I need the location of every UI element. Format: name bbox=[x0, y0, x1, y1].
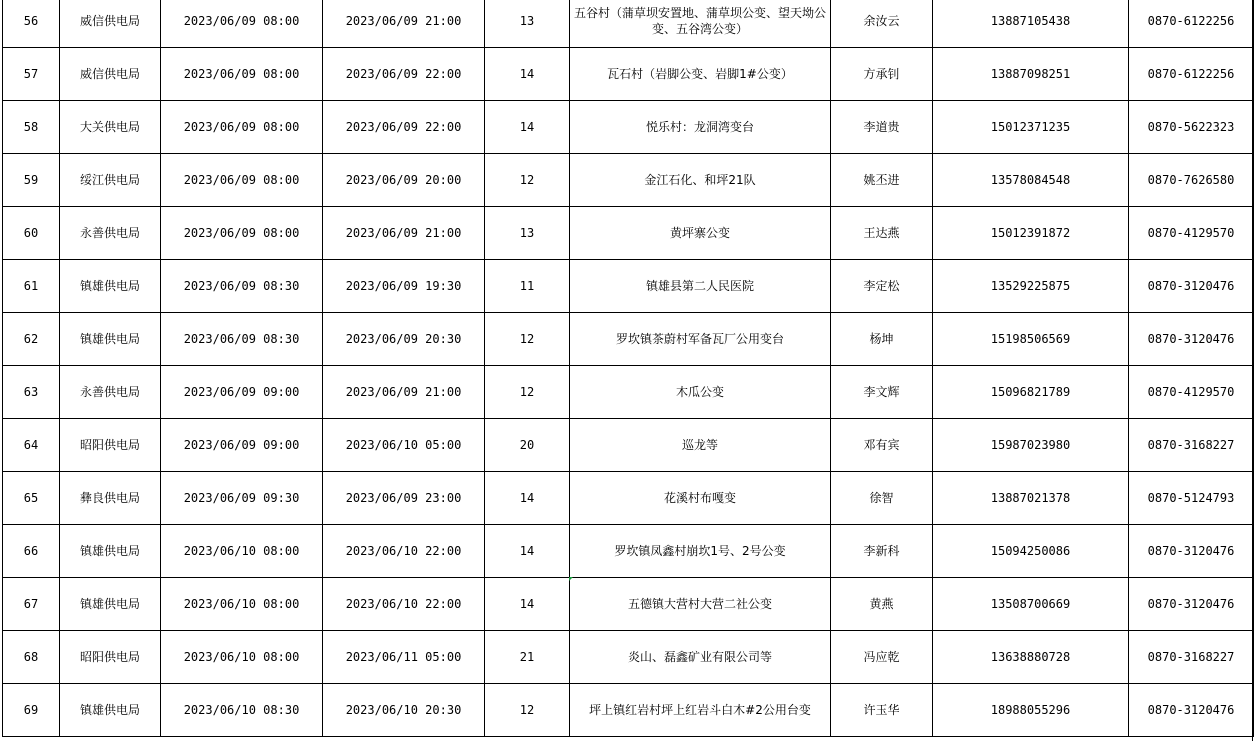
cell-power-bureau[interactable]: 镇雄供电局 bbox=[60, 684, 161, 737]
cell-duration-hours[interactable]: 12 bbox=[485, 154, 570, 207]
cell-row-number[interactable]: 67 bbox=[3, 578, 60, 631]
cell-contact-person[interactable]: 李道贵 bbox=[831, 101, 933, 154]
cell-end-time[interactable]: 2023/06/09 22:00 bbox=[323, 101, 485, 154]
cell-contact-person[interactable]: 黄燕 bbox=[831, 578, 933, 631]
cell-end-time[interactable]: 2023/06/09 23:00 bbox=[323, 472, 485, 525]
cell-row-number[interactable]: 59 bbox=[3, 154, 60, 207]
cell-duration-hours[interactable]: 14 bbox=[485, 472, 570, 525]
cell-mobile-number[interactable]: 13578084548 bbox=[933, 154, 1129, 207]
cell-power-bureau[interactable]: 镇雄供电局 bbox=[60, 578, 161, 631]
cell-end-time[interactable]: 2023/06/09 20:00 bbox=[323, 154, 485, 207]
cell-start-time[interactable]: 2023/06/10 08:00 bbox=[161, 631, 323, 684]
cell-office-phone[interactable]: 0870-6122256 bbox=[1129, 0, 1254, 48]
cell-duration-hours[interactable]: 20 bbox=[485, 419, 570, 472]
cell-row-number[interactable]: 68 bbox=[3, 631, 60, 684]
cell-mobile-number[interactable]: 13508700669 bbox=[933, 578, 1129, 631]
cell-mobile-number[interactable]: 18988055296 bbox=[933, 684, 1129, 737]
cell-outage-area[interactable]: 巡龙等 bbox=[570, 419, 831, 472]
cell-power-bureau[interactable]: 永善供电局 bbox=[60, 207, 161, 260]
cell-start-time[interactable]: 2023/06/09 08:30 bbox=[161, 313, 323, 366]
cell-contact-person[interactable]: 李新科 bbox=[831, 525, 933, 578]
cell-mobile-number[interactable]: 13887021378 bbox=[933, 472, 1129, 525]
cell-row-number[interactable]: 64 bbox=[3, 419, 60, 472]
cell-power-bureau[interactable]: 镇雄供电局 bbox=[60, 525, 161, 578]
cell-mobile-number[interactable]: 15987023980 bbox=[933, 419, 1129, 472]
cell-office-phone[interactable]: 0870-5124793 bbox=[1129, 472, 1254, 525]
cell-start-time[interactable]: 2023/06/10 08:00 bbox=[161, 525, 323, 578]
table-row bbox=[3, 631, 1254, 684]
cell-end-time[interactable]: 2023/06/09 21:00 bbox=[323, 366, 485, 419]
cell-power-bureau[interactable]: 威信供电局 bbox=[60, 0, 161, 48]
table-row bbox=[3, 419, 1254, 472]
cell-start-time[interactable]: 2023/06/09 09:30 bbox=[161, 472, 323, 525]
cell-contact-person[interactable]: 邓有宾 bbox=[831, 419, 933, 472]
cell-end-time[interactable]: 2023/06/10 20:30 bbox=[323, 684, 485, 737]
cell-end-time[interactable]: 2023/06/11 05:00 bbox=[323, 631, 485, 684]
cell-duration-hours[interactable]: 14 bbox=[485, 525, 570, 578]
cell-start-time[interactable]: 2023/06/09 08:00 bbox=[161, 48, 323, 101]
cell-power-bureau[interactable]: 威信供电局 bbox=[60, 48, 161, 101]
cell-end-time[interactable]: 2023/06/10 22:00 bbox=[323, 525, 485, 578]
cell-start-time[interactable]: 2023/06/09 09:00 bbox=[161, 366, 323, 419]
cell-row-number[interactable]: 63 bbox=[3, 366, 60, 419]
cell-duration-hours[interactable]: 14 bbox=[485, 578, 570, 631]
cell-duration-hours[interactable]: 12 bbox=[485, 313, 570, 366]
cell-end-time[interactable]: 2023/06/09 22:00 bbox=[323, 48, 485, 101]
table-row bbox=[3, 48, 1254, 101]
cell-power-bureau[interactable]: 彝良供电局 bbox=[60, 472, 161, 525]
cell-power-bureau[interactable]: 昭阳供电局 bbox=[60, 419, 161, 472]
cell-outage-area[interactable]: 炎山、磊鑫矿业有限公司等 bbox=[570, 631, 831, 684]
cell-outage-area[interactable]: 五德镇大营村大营二社公变 bbox=[570, 578, 831, 631]
cell-end-time[interactable]: 2023/06/09 21:00 bbox=[323, 0, 485, 48]
cell-duration-hours[interactable]: 14 bbox=[485, 101, 570, 154]
cell-outage-area[interactable]: 花溪村布嘎变 bbox=[570, 472, 831, 525]
cell-mobile-number[interactable]: 15012371235 bbox=[933, 101, 1129, 154]
cell-start-time[interactable]: 2023/06/09 08:00 bbox=[161, 207, 323, 260]
table-row bbox=[3, 684, 1254, 737]
cell-start-time[interactable]: 2023/06/10 08:00 bbox=[161, 578, 323, 631]
cell-duration-hours[interactable]: 14 bbox=[485, 48, 570, 101]
cell-row-number[interactable]: 60 bbox=[3, 207, 60, 260]
cell-office-phone[interactable]: 0870-6122256 bbox=[1129, 48, 1254, 101]
table-row bbox=[3, 260, 1254, 313]
table-row bbox=[3, 207, 1254, 260]
table-row bbox=[3, 0, 1254, 48]
cell-outage-area[interactable]: 瓦石村（岩脚公变、岩脚1#公变） bbox=[570, 48, 831, 101]
cell-end-time[interactable]: 2023/06/10 05:00 bbox=[323, 419, 485, 472]
cell-office-phone[interactable]: 0870-5622323 bbox=[1129, 101, 1254, 154]
cell-power-bureau[interactable]: 绥江供电局 bbox=[60, 154, 161, 207]
cell-contact-person[interactable]: 方承钊 bbox=[831, 48, 933, 101]
cell-duration-hours[interactable]: 11 bbox=[485, 260, 570, 313]
cell-contact-person[interactable]: 杨坤 bbox=[831, 313, 933, 366]
cell-power-bureau[interactable]: 昭阳供电局 bbox=[60, 631, 161, 684]
cell-outage-area[interactable]: 坪上镇红岩村坪上红岩斗白木#2公用台变 bbox=[570, 684, 831, 737]
cell-outage-area[interactable]: 五谷村（蒲草坝安置地、蒲草坝公变、望天坳公变、五谷湾公变） bbox=[570, 0, 831, 48]
cell-power-bureau[interactable]: 镇雄供电局 bbox=[60, 260, 161, 313]
cell-row-number[interactable]: 69 bbox=[3, 684, 60, 737]
cell-power-bureau[interactable]: 永善供电局 bbox=[60, 366, 161, 419]
cell-contact-person[interactable]: 余汝云 bbox=[831, 0, 933, 48]
cell-mobile-number[interactable]: 13529225875 bbox=[933, 260, 1129, 313]
cell-contact-person[interactable]: 姚丕进 bbox=[831, 154, 933, 207]
cell-mobile-number[interactable]: 13887105438 bbox=[933, 0, 1129, 48]
cell-contact-person[interactable]: 徐智 bbox=[831, 472, 933, 525]
cell-office-phone[interactable]: 0870-3120476 bbox=[1129, 578, 1254, 631]
cell-row-number[interactable]: 65 bbox=[3, 472, 60, 525]
cell-start-time[interactable]: 2023/06/09 08:00 bbox=[161, 154, 323, 207]
cell-start-time[interactable]: 2023/06/09 08:00 bbox=[161, 101, 323, 154]
cell-start-time[interactable]: 2023/06/09 09:00 bbox=[161, 419, 323, 472]
cell-comment-marker bbox=[569, 577, 573, 581]
table-row bbox=[3, 578, 1254, 631]
cell-start-time[interactable]: 2023/06/09 08:00 bbox=[161, 0, 323, 48]
column-border bbox=[1252, 0, 1253, 741]
cell-duration-hours[interactable]: 12 bbox=[485, 684, 570, 737]
table-row bbox=[3, 525, 1254, 578]
cell-row-number[interactable]: 57 bbox=[3, 48, 60, 101]
table-row bbox=[3, 366, 1254, 419]
cell-end-time[interactable]: 2023/06/10 22:00 bbox=[323, 578, 485, 631]
cell-outage-area[interactable]: 悦乐村：龙洞湾变台 bbox=[570, 101, 831, 154]
cell-outage-area[interactable]: 镇雄县第二人民医院 bbox=[570, 260, 831, 313]
cell-end-time[interactable]: 2023/06/09 21:00 bbox=[323, 207, 485, 260]
cell-office-phone[interactable]: 0870-7626580 bbox=[1129, 154, 1254, 207]
cell-row-number[interactable]: 58 bbox=[3, 101, 60, 154]
cell-office-phone[interactable]: 0870-3120476 bbox=[1129, 684, 1254, 737]
table-row bbox=[3, 472, 1254, 525]
cell-mobile-number[interactable]: 13887098251 bbox=[933, 48, 1129, 101]
cell-duration-hours[interactable]: 21 bbox=[485, 631, 570, 684]
cell-mobile-number[interactable]: 15198506569 bbox=[933, 313, 1129, 366]
cell-outage-area[interactable]: 金江石化、和坪21队 bbox=[570, 154, 831, 207]
cell-contact-person[interactable]: 冯应乾 bbox=[831, 631, 933, 684]
cell-mobile-number[interactable]: 15094250086 bbox=[933, 525, 1129, 578]
cell-office-phone[interactable]: 0870-4129570 bbox=[1129, 366, 1254, 419]
cell-office-phone[interactable]: 0870-3120476 bbox=[1129, 525, 1254, 578]
cell-duration-hours[interactable]: 12 bbox=[485, 366, 570, 419]
cell-duration-hours[interactable]: 13 bbox=[485, 0, 570, 48]
cell-outage-area[interactable]: 木瓜公变 bbox=[570, 366, 831, 419]
cell-row-number[interactable]: 62 bbox=[3, 313, 60, 366]
table-row bbox=[3, 154, 1254, 207]
cell-outage-area[interactable]: 罗坎镇茶蔚村军备瓦厂公用变台 bbox=[570, 313, 831, 366]
cell-row-number[interactable]: 66 bbox=[3, 525, 60, 578]
cell-start-time[interactable]: 2023/06/10 08:30 bbox=[161, 684, 323, 737]
cell-outage-area[interactable]: 黄坪寨公变 bbox=[570, 207, 831, 260]
cell-mobile-number[interactable]: 15012391872 bbox=[933, 207, 1129, 260]
cell-contact-person[interactable]: 李文辉 bbox=[831, 366, 933, 419]
cell-office-phone[interactable]: 0870-4129570 bbox=[1129, 207, 1254, 260]
cell-office-phone[interactable]: 0870-3168227 bbox=[1129, 631, 1254, 684]
cell-contact-person[interactable]: 王达燕 bbox=[831, 207, 933, 260]
cell-row-number[interactable]: 61 bbox=[3, 260, 60, 313]
cell-duration-hours[interactable]: 13 bbox=[485, 207, 570, 260]
outage-schedule-table bbox=[2, 0, 1254, 737]
cell-row-number[interactable]: 56 bbox=[3, 0, 60, 48]
cell-end-time[interactable]: 2023/06/09 19:30 bbox=[323, 260, 485, 313]
cell-contact-person[interactable]: 李定松 bbox=[831, 260, 933, 313]
cell-office-phone[interactable]: 0870-3168227 bbox=[1129, 419, 1254, 472]
table-row bbox=[3, 101, 1254, 154]
cell-power-bureau[interactable]: 大关供电局 bbox=[60, 101, 161, 154]
cell-mobile-number[interactable]: 13638880728 bbox=[933, 631, 1129, 684]
cell-outage-area[interactable]: 罗坎镇凤鑫村崩坎1号、2号公变 bbox=[570, 525, 831, 578]
cell-end-time[interactable]: 2023/06/09 20:30 bbox=[323, 313, 485, 366]
cell-mobile-number[interactable]: 15096821789 bbox=[933, 366, 1129, 419]
table-row bbox=[3, 313, 1254, 366]
cell-office-phone[interactable]: 0870-3120476 bbox=[1129, 260, 1254, 313]
table-body bbox=[3, 0, 1254, 737]
cell-power-bureau[interactable]: 镇雄供电局 bbox=[60, 313, 161, 366]
cell-office-phone[interactable]: 0870-3120476 bbox=[1129, 313, 1254, 366]
cell-start-time[interactable]: 2023/06/09 08:30 bbox=[161, 260, 323, 313]
cell-contact-person[interactable]: 许玉华 bbox=[831, 684, 933, 737]
